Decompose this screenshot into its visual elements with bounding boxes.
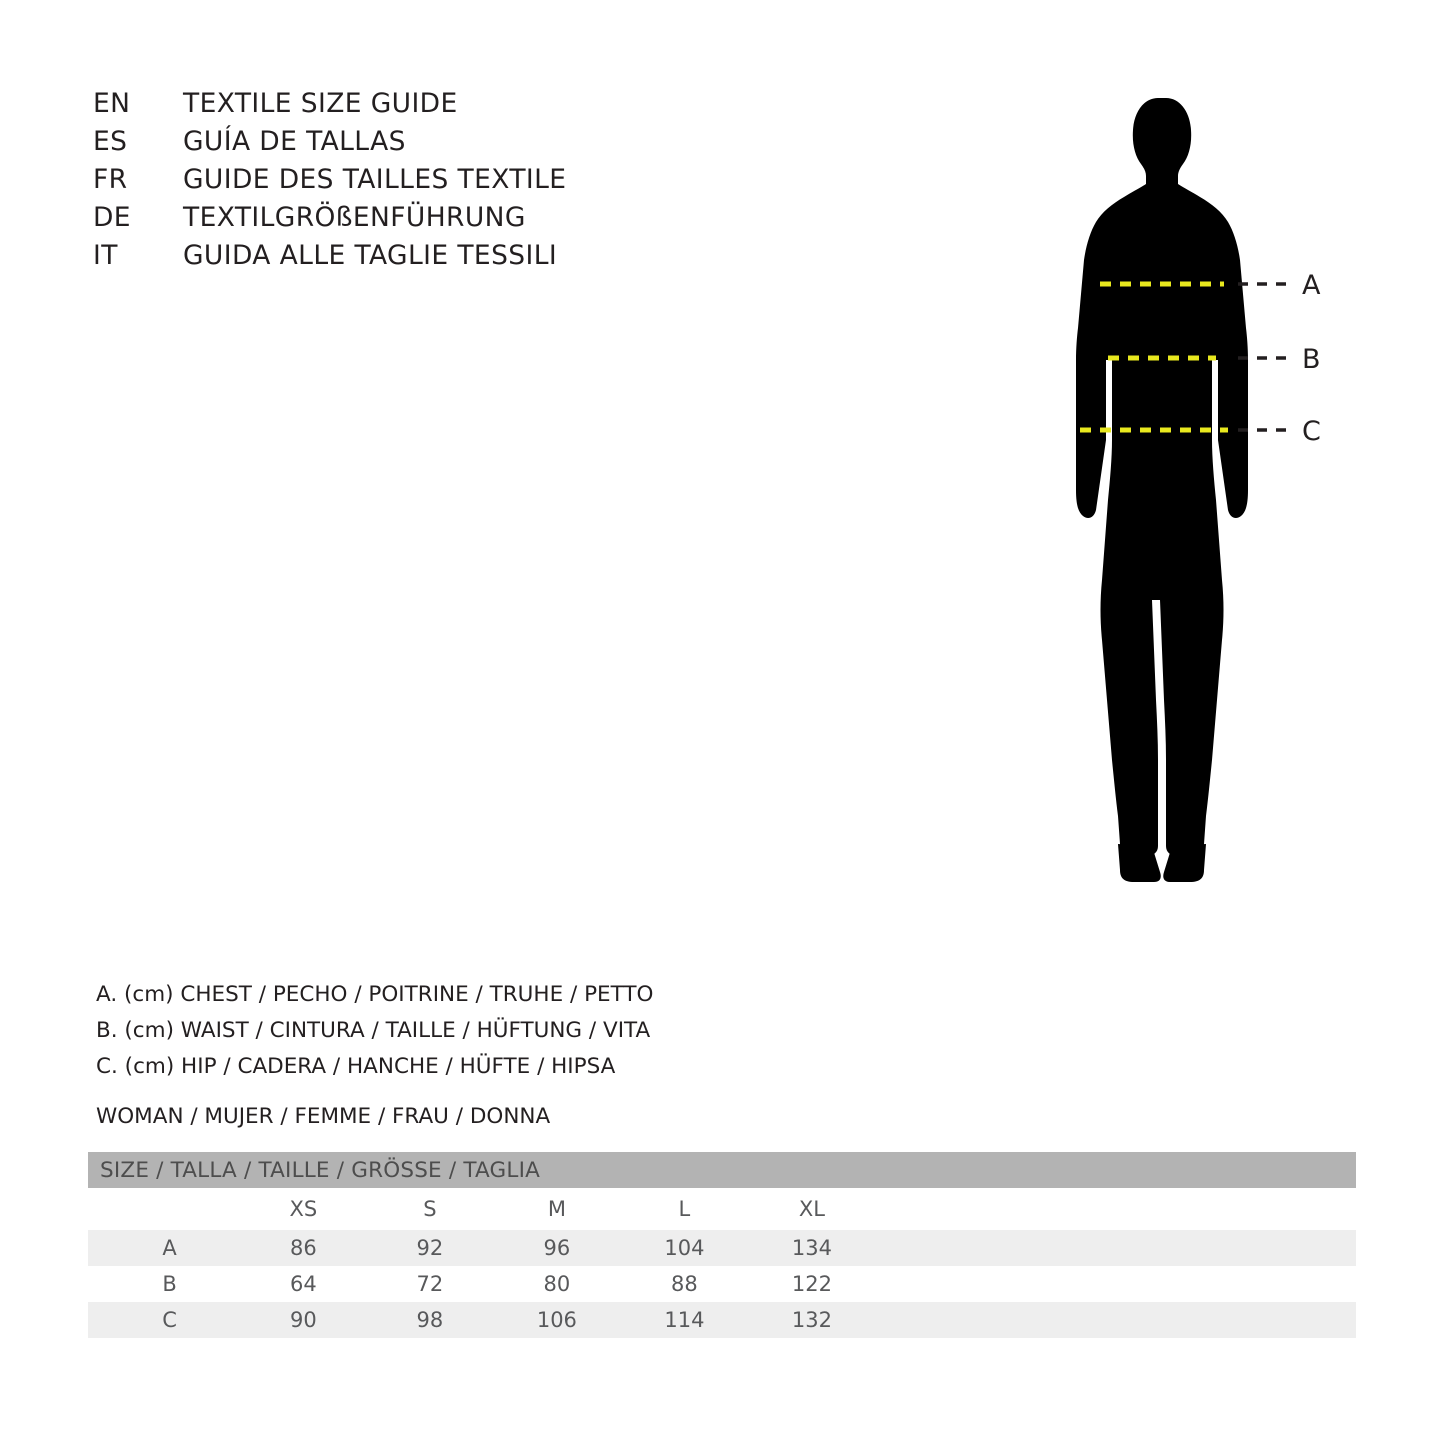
cell-b-m: 80 (493, 1266, 621, 1302)
size-table (88, 1152, 1356, 1338)
legend-line-c: C. (cm) HIP / CADERA / HANCHE / HÜFTE / HIPSA (96, 1054, 616, 1079)
cell-c-s: 98 (367, 1302, 493, 1338)
language-title: GUÍA DE TALLAS (183, 126, 406, 157)
language-row (93, 202, 713, 240)
table-row (88, 1230, 1356, 1266)
table-spacer-cell (876, 1230, 1356, 1266)
cell-c-xs: 90 (240, 1302, 367, 1338)
row-label-a: A (88, 1230, 240, 1266)
cell-c-xl: 132 (748, 1302, 876, 1338)
language-title: TEXTILE SIZE GUIDE (183, 88, 458, 119)
row-label-c: C (88, 1302, 240, 1338)
legend-line-a: A. (cm) CHEST / PECHO / POITRINE / TRUHE / PETTO (96, 982, 654, 1007)
cell-b-xl: 122 (748, 1266, 876, 1302)
language-code: ES (93, 126, 128, 157)
table-row (88, 1266, 1356, 1302)
cell-a-l: 104 (621, 1230, 749, 1266)
size-header-m: M (493, 1188, 621, 1230)
cell-a-m: 96 (493, 1230, 621, 1266)
table-header-row (88, 1152, 1356, 1188)
language-title: GUIDA ALLE TAGLIE TESSILI (183, 240, 558, 271)
size-header-xl: XL (748, 1188, 876, 1230)
size-header-xs: XS (240, 1188, 367, 1230)
callout-label-a: A (1302, 270, 1321, 301)
language-title: GUIDE DES TAILLES TEXTILE (183, 164, 567, 195)
language-code: IT (93, 240, 118, 271)
table-row (88, 1302, 1356, 1338)
callout-label-c: C (1302, 416, 1321, 447)
cell-a-xs: 86 (240, 1230, 367, 1266)
female-silhouette-icon (1076, 98, 1248, 882)
table-header-label: SIZE / TALLA / TAILLE / GRÖSSE / TAGLIA (88, 1152, 1356, 1188)
table-spacer-cell (876, 1302, 1356, 1338)
cell-b-xs: 64 (240, 1266, 367, 1302)
size-header-l: L (621, 1188, 749, 1230)
legend-line-b: B. (cm) WAIST / CINTURA / TAILLE / HÜFTUNG / VITA (96, 1018, 651, 1043)
callout-label-b: B (1302, 344, 1321, 375)
table-spacer-cell (876, 1188, 1356, 1230)
cell-b-l: 88 (621, 1266, 749, 1302)
legend-group-label: WOMAN / MUJER / FEMME / FRAU / DONNA (96, 1104, 551, 1129)
cell-c-l: 114 (621, 1302, 749, 1338)
row-label-b: B (88, 1266, 240, 1302)
body-measurement-figure (1020, 60, 1400, 900)
language-title: TEXTILGRÖßENFÜHRUNG (183, 202, 526, 233)
size-header-s: S (367, 1188, 493, 1230)
table-spacer-cell (876, 1266, 1356, 1302)
language-code: FR (93, 164, 128, 195)
language-row (93, 88, 713, 126)
language-code: DE (93, 202, 131, 233)
language-row (93, 240, 713, 278)
measurement-legend (96, 977, 996, 1135)
cell-b-s: 72 (367, 1266, 493, 1302)
table-corner-cell (88, 1188, 240, 1230)
language-row (93, 164, 713, 202)
table-sizes-row (88, 1188, 1356, 1230)
language-row (93, 126, 713, 164)
language-title-block (93, 88, 713, 278)
cell-a-xl: 134 (748, 1230, 876, 1266)
language-code: EN (93, 88, 131, 119)
cell-a-s: 92 (367, 1230, 493, 1266)
cell-c-m: 106 (493, 1302, 621, 1338)
